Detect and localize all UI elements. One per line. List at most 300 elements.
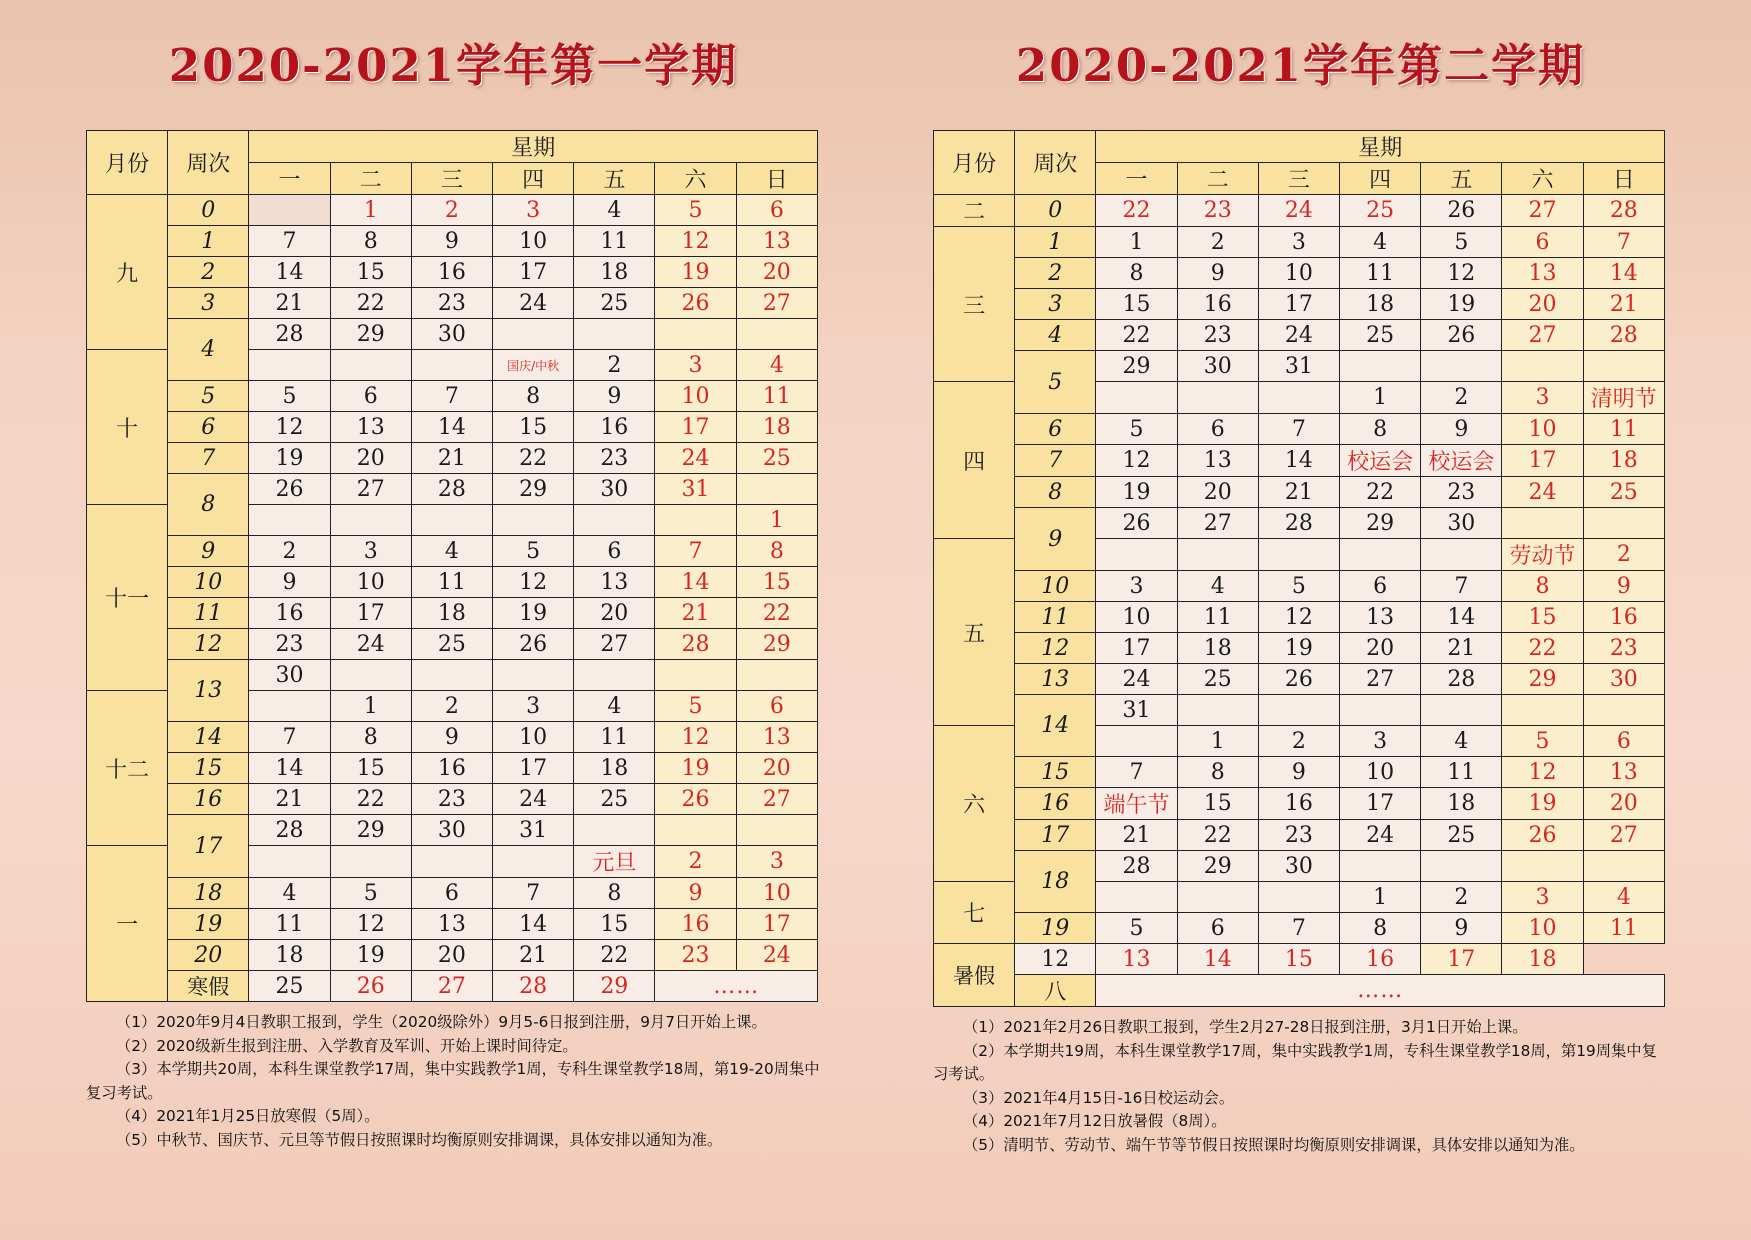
table-row (934, 195, 1665, 227)
day-cell: 3 (655, 350, 736, 381)
day-cell: 20 (736, 257, 817, 288)
day-cell: 13 (736, 226, 817, 257)
day-cell: 22 (330, 784, 411, 815)
day-cell (330, 660, 411, 691)
semester-title: 2020-2021学年第一学期 (168, 39, 739, 92)
note-item: （2）本学期共19周，本科生课堂教学17周，集中实践教学1周，专科生课堂教学18周，第19周集中复习考试。 (933, 1041, 1657, 1083)
day-cell: 26 (655, 288, 736, 319)
day-cell: 6 (330, 381, 411, 412)
day-cell: 21 (249, 784, 330, 815)
month-cell: 七 (934, 882, 1015, 944)
day-cell: 7 (1258, 913, 1339, 944)
day-cell: 1 (1096, 227, 1177, 258)
week-number-cell: 9 (1015, 508, 1096, 571)
day-cell: 19 (655, 753, 736, 784)
day-cell: 7 (655, 536, 736, 567)
day-cell: 8 (1096, 258, 1177, 289)
week-number-cell: 12 (1015, 633, 1096, 664)
day-cell: 22 (330, 288, 411, 319)
day-cell: 23 (1421, 477, 1502, 508)
day-cell: 25 (574, 784, 655, 815)
day-cell: 15 (1096, 289, 1177, 320)
week-number-cell: 1 (1015, 227, 1096, 258)
day-cell: 1 (330, 691, 411, 722)
day-cell: 10 (1258, 258, 1339, 289)
month-header: 月份 (934, 131, 1015, 195)
day-cell: 1 (1340, 882, 1421, 913)
day-cell: 19 (493, 598, 574, 629)
week-number-cell: 0 (1015, 195, 1096, 227)
day-cell: 3 (1340, 726, 1421, 757)
day-cell: 28 (493, 971, 574, 1002)
table-row (87, 660, 818, 691)
note-item: （1）2020年9月4日教职工报到，学生（2020级除外）9月5-6日报到注册，9月7日开始上课。 (116, 1013, 767, 1031)
week-number-cell: 18 (168, 878, 249, 909)
day-cell: 26 (1421, 320, 1502, 351)
day-cell: 20 (330, 443, 411, 474)
day-cell: 28 (411, 474, 492, 505)
day-cell (1583, 695, 1664, 726)
day-cell: 9 (1177, 258, 1258, 289)
week-number-cell: 11 (1015, 602, 1096, 633)
table-row (934, 351, 1665, 382)
day-cell: 10 (736, 878, 817, 909)
day-cell: 24 (1096, 664, 1177, 695)
table-row (87, 629, 818, 660)
day-cell: 9 (1421, 414, 1502, 445)
day-cell (411, 350, 492, 381)
weekday-label: 一 (249, 163, 330, 195)
day-cell (411, 660, 492, 691)
month-header: 月份 (87, 131, 168, 195)
day-cell: 28 (1421, 664, 1502, 695)
day-cell: 16 (411, 753, 492, 784)
day-cell: 24 (1258, 195, 1339, 227)
day-cell: 29 (1502, 664, 1583, 695)
day-cell: 10 (493, 226, 574, 257)
day-cell (1177, 882, 1258, 913)
week-header: 周次 (168, 131, 249, 195)
day-cell: 1 (736, 505, 817, 536)
week-number-cell: 12 (168, 629, 249, 660)
table-row (934, 975, 1665, 1007)
table-row (87, 412, 818, 443)
day-cell: 29 (574, 971, 655, 1002)
day-cell: 29 (493, 474, 574, 505)
day-cell: 16 (574, 412, 655, 443)
day-cell: 5 (1421, 227, 1502, 258)
day-cell: 16 (1340, 944, 1421, 975)
day-cell: 12 (655, 226, 736, 257)
day-cell: 14 (1258, 445, 1339, 477)
day-cell: 23 (1258, 820, 1339, 851)
weekday-label: 五 (1421, 163, 1502, 195)
day-cell: …… (655, 971, 818, 1002)
day-cell: 2 (1421, 382, 1502, 414)
day-cell: 28 (1258, 508, 1339, 539)
day-cell: 18 (1340, 289, 1421, 320)
day-cell (736, 815, 817, 846)
day-cell (1258, 539, 1339, 571)
semester-calendar-table (933, 130, 1665, 1007)
note-item: （3）2021年4月15日-16日校运动会。 (963, 1088, 1235, 1107)
table-row (87, 443, 818, 474)
day-cell: 4 (1177, 571, 1258, 602)
weekday-label: 六 (655, 163, 736, 195)
day-cell: 16 (249, 598, 330, 629)
day-cell: 1 (1340, 382, 1421, 414)
day-cell: 27 (1340, 664, 1421, 695)
day-cell: 14 (249, 753, 330, 784)
day-cell: 29 (1177, 851, 1258, 882)
day-cell (1258, 882, 1339, 913)
day-cell: 21 (411, 443, 492, 474)
note-item: （1）2021年2月26日教职工报到，学生2月27-28日报到注册，3月1日开始上课。 (963, 1018, 1528, 1036)
day-cell: 17 (1502, 445, 1583, 477)
day-cell: 19 (1096, 477, 1177, 508)
day-cell: 18 (736, 412, 817, 443)
weekday-label: 三 (411, 163, 492, 195)
week-number-cell: 9 (168, 536, 249, 567)
day-cell: 13 (330, 412, 411, 443)
day-cell: 2 (574, 350, 655, 381)
week-number-cell: 16 (1015, 788, 1096, 820)
day-cell: 9 (411, 722, 492, 753)
table-row (934, 633, 1665, 664)
day-cell: 10 (1502, 414, 1583, 445)
week-number-cell: 16 (168, 784, 249, 815)
day-cell: 30 (1583, 664, 1664, 695)
day-cell: 29 (736, 629, 817, 660)
semester-1-panel (86, 0, 821, 1152)
table-row (87, 722, 818, 753)
day-cell (574, 505, 655, 536)
week-number-cell: 17 (168, 815, 249, 878)
semester-calendar-table (86, 130, 818, 1002)
day-cell (1177, 382, 1258, 414)
day-cell: 5 (1502, 726, 1583, 757)
day-cell: 28 (249, 815, 330, 846)
day-cell (1258, 382, 1339, 414)
day-cell (736, 319, 817, 350)
table-row (87, 195, 818, 226)
day-cell: 22 (1502, 633, 1583, 664)
day-cell: 23 (574, 443, 655, 474)
weekday-label: 五 (574, 163, 655, 195)
day-cell: 17 (1340, 788, 1421, 820)
week-number-cell: 6 (1015, 414, 1096, 445)
day-cell (574, 319, 655, 350)
day-cell: 22 (574, 940, 655, 971)
day-cell: 26 (1096, 508, 1177, 539)
day-cell: 国庆/中秋 (493, 350, 574, 381)
day-cell: 清明节 (1583, 382, 1664, 414)
day-cell: …… (1096, 975, 1665, 1007)
table-row (87, 878, 818, 909)
table-row (934, 820, 1665, 851)
day-cell: 5 (249, 381, 330, 412)
day-cell: 10 (493, 722, 574, 753)
day-cell: 6 (1177, 913, 1258, 944)
day-cell: 28 (655, 629, 736, 660)
month-cell: 三 (934, 227, 1015, 382)
day-cell (655, 660, 736, 691)
day-cell: 30 (1258, 851, 1339, 882)
note-item: （5）清明节、劳动节、端午节等节假日按照课时均衡原则安排调课，具体安排以通知为准。 (963, 1135, 1585, 1154)
table-row (934, 602, 1665, 633)
day-cell: 30 (1421, 508, 1502, 539)
day-cell: 22 (1096, 195, 1177, 227)
table-row (934, 289, 1665, 320)
day-cell: 18 (574, 753, 655, 784)
day-cell: 6 (1340, 571, 1421, 602)
day-cell: 20 (574, 598, 655, 629)
day-cell: 9 (1258, 757, 1339, 788)
weekday-label: 一 (1096, 163, 1177, 195)
day-cell: 4 (1340, 227, 1421, 258)
day-cell: 23 (249, 629, 330, 660)
day-cell: 13 (574, 567, 655, 598)
day-cell (249, 350, 330, 381)
day-cell: 13 (1583, 757, 1664, 788)
day-cell: 20 (1177, 477, 1258, 508)
day-cell (1421, 351, 1502, 382)
day-cell: 24 (655, 443, 736, 474)
day-cell: 24 (330, 629, 411, 660)
day-cell: 13 (1177, 445, 1258, 477)
day-cell: 6 (574, 536, 655, 567)
day-cell: 28 (1096, 851, 1177, 882)
day-cell: 12 (330, 909, 411, 940)
table-row (87, 753, 818, 784)
day-cell: 25 (1421, 820, 1502, 851)
day-cell: 2 (655, 846, 736, 878)
week-number-cell: 11 (168, 598, 249, 629)
day-cell: 2 (1583, 539, 1664, 571)
day-cell: 9 (1421, 913, 1502, 944)
day-cell: 15 (1258, 944, 1339, 975)
day-cell (493, 505, 574, 536)
day-cell: 15 (330, 753, 411, 784)
day-cell: 12 (1502, 757, 1583, 788)
day-cell (1502, 508, 1583, 539)
day-cell: 12 (1096, 445, 1177, 477)
day-cell: 6 (1502, 227, 1583, 258)
day-cell: 30 (411, 319, 492, 350)
day-cell: 31 (493, 815, 574, 846)
day-cell: 20 (736, 753, 817, 784)
day-cell: 10 (1502, 913, 1583, 944)
day-cell: 12 (1258, 602, 1339, 633)
month-cell: 四 (934, 382, 1015, 539)
weekday-label: 六 (1502, 163, 1583, 195)
day-cell: 25 (249, 971, 330, 1002)
day-cell: 18 (1421, 788, 1502, 820)
day-cell (736, 660, 817, 691)
day-cell: 14 (411, 412, 492, 443)
day-cell: 19 (655, 257, 736, 288)
day-cell: 23 (1177, 320, 1258, 351)
day-cell: 25 (1177, 664, 1258, 695)
day-cell: 6 (1583, 726, 1664, 757)
day-cell: 29 (330, 815, 411, 846)
day-cell (1421, 851, 1502, 882)
day-cell: 27 (1502, 320, 1583, 351)
day-cell: 12 (493, 567, 574, 598)
day-cell: 26 (330, 971, 411, 1002)
day-cell: 22 (1096, 320, 1177, 351)
day-cell: 17 (736, 909, 817, 940)
day-cell: 13 (736, 722, 817, 753)
day-cell: 8 (493, 381, 574, 412)
day-cell: 9 (411, 226, 492, 257)
day-cell: 3 (736, 846, 817, 878)
day-cell: 3 (1502, 882, 1583, 913)
day-cell: 校运会 (1340, 445, 1421, 477)
week-number-cell: 6 (168, 412, 249, 443)
day-cell: 11 (1340, 258, 1421, 289)
day-cell: 28 (1583, 195, 1664, 227)
day-cell (1096, 382, 1177, 414)
note-item: （4）2021年7月12日放暑假（8周）。 (963, 1112, 1227, 1130)
day-cell: 7 (1583, 227, 1664, 258)
day-cell: 3 (1502, 382, 1583, 414)
day-cell: 18 (574, 257, 655, 288)
day-cell (1502, 351, 1583, 382)
day-cell: 6 (1177, 414, 1258, 445)
day-cell: 7 (1096, 757, 1177, 788)
day-cell (249, 195, 330, 226)
day-cell: 21 (1096, 820, 1177, 851)
day-cell: 11 (249, 909, 330, 940)
day-cell: 25 (411, 629, 492, 660)
day-cell: 3 (1096, 571, 1177, 602)
day-cell: 6 (736, 691, 817, 722)
week-number-cell: 5 (1015, 351, 1096, 414)
day-cell: 6 (411, 878, 492, 909)
day-cell: 9 (574, 381, 655, 412)
month-cell: 五 (934, 539, 1015, 726)
day-cell: 27 (330, 474, 411, 505)
weekday-header: 星期 (1096, 131, 1665, 163)
week-number-cell: 19 (168, 909, 249, 940)
day-cell: 17 (1258, 289, 1339, 320)
week-number-cell: 暑假 (934, 944, 1015, 1007)
day-cell (493, 319, 574, 350)
day-cell: 30 (411, 815, 492, 846)
day-cell: 28 (249, 319, 330, 350)
day-cell: 27 (736, 784, 817, 815)
day-cell: 9 (1583, 571, 1664, 602)
day-cell: 1 (330, 195, 411, 226)
day-cell: 18 (1583, 445, 1664, 477)
table-row (87, 226, 818, 257)
day-cell: 25 (1340, 195, 1421, 227)
day-cell: 20 (1502, 289, 1583, 320)
day-cell: 19 (1421, 289, 1502, 320)
day-cell: 15 (574, 909, 655, 940)
day-cell: 2 (249, 536, 330, 567)
day-cell: 13 (411, 909, 492, 940)
week-number-cell: 13 (168, 660, 249, 722)
day-cell (1340, 851, 1421, 882)
day-cell: 25 (574, 288, 655, 319)
day-cell: 11 (1583, 913, 1664, 944)
day-cell: 5 (1258, 571, 1339, 602)
day-cell: 23 (1583, 633, 1664, 664)
day-cell: 15 (330, 257, 411, 288)
day-cell: 21 (1258, 477, 1339, 508)
table-row (87, 940, 818, 971)
day-cell: 22 (1177, 820, 1258, 851)
note-item: （3）本学期共20周，本科生课堂教学17周，集中实践教学1周，专科生课堂教学18周，第19-20周集中复习考试。 (86, 1060, 820, 1102)
day-cell: 29 (1340, 508, 1421, 539)
day-cell: 11 (736, 381, 817, 412)
week-number-cell: 3 (1015, 289, 1096, 320)
week-number-cell: 8 (168, 474, 249, 536)
day-cell: 2 (411, 195, 492, 226)
day-cell (736, 474, 817, 505)
day-cell: 2 (1421, 882, 1502, 913)
day-cell: 5 (1096, 913, 1177, 944)
day-cell: 24 (1502, 477, 1583, 508)
day-cell (574, 815, 655, 846)
table-row (87, 381, 818, 412)
day-cell: 6 (736, 195, 817, 226)
day-cell: 24 (493, 288, 574, 319)
table-row (934, 788, 1665, 820)
day-cell: 16 (1177, 289, 1258, 320)
day-cell: 26 (1258, 664, 1339, 695)
weekday-label: 二 (1177, 163, 1258, 195)
day-cell: 劳动节 (1502, 539, 1583, 571)
day-cell: 21 (1421, 633, 1502, 664)
week-number-cell: 寒假 (168, 971, 249, 1002)
day-cell: 14 (1177, 944, 1258, 975)
day-cell: 16 (1583, 602, 1664, 633)
week-number-cell: 19 (1015, 913, 1096, 944)
month-cell: 九 (87, 195, 168, 350)
day-cell: 7 (249, 722, 330, 753)
table-row (87, 909, 818, 940)
table-row (87, 815, 818, 846)
day-cell: 21 (493, 940, 574, 971)
table-row (87, 319, 818, 350)
day-cell (411, 846, 492, 878)
table-row (934, 664, 1665, 695)
day-cell (493, 846, 574, 878)
table-row (87, 257, 818, 288)
day-cell: 31 (1096, 695, 1177, 726)
table-row (934, 258, 1665, 289)
day-cell: 4 (1421, 726, 1502, 757)
day-cell: 26 (493, 629, 574, 660)
day-cell (1340, 695, 1421, 726)
week-number-cell: 14 (168, 722, 249, 753)
day-cell (1096, 539, 1177, 571)
table-row (87, 567, 818, 598)
day-cell: 26 (249, 474, 330, 505)
day-cell: 29 (330, 319, 411, 350)
day-cell: 26 (655, 784, 736, 815)
semester-notes (933, 1016, 1668, 1157)
week-number-cell: 2 (168, 257, 249, 288)
day-cell (1258, 695, 1339, 726)
day-cell: 21 (655, 598, 736, 629)
day-cell: 24 (493, 784, 574, 815)
day-cell: 16 (1258, 788, 1339, 820)
day-cell (655, 505, 736, 536)
